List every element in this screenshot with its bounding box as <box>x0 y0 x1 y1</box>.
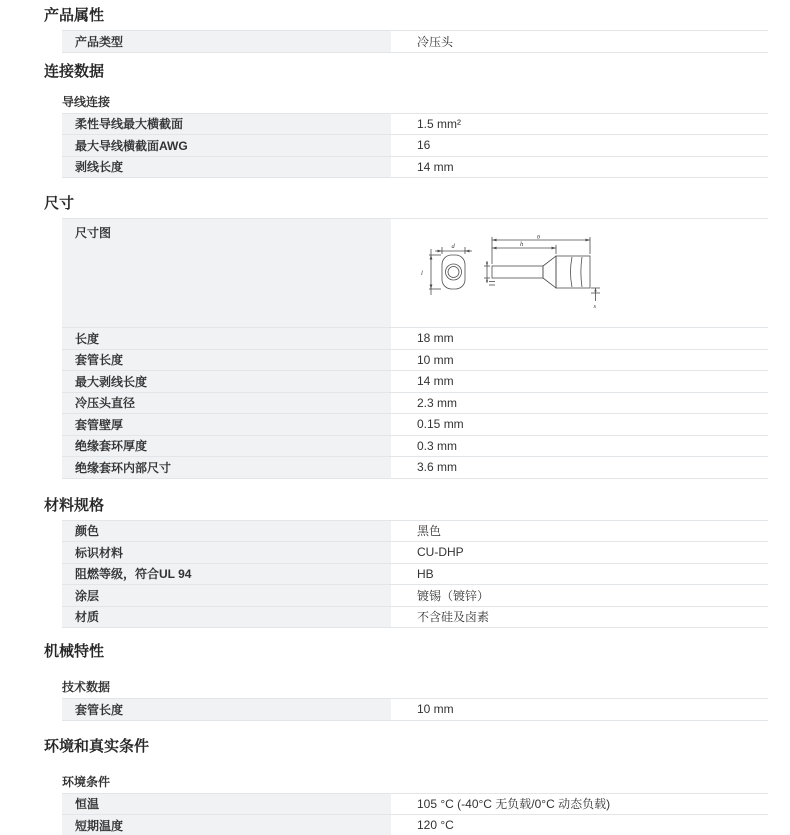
table-row <box>62 31 768 53</box>
row-value: CU-DHP <box>391 542 768 563</box>
table-row <box>62 371 768 393</box>
table-row <box>62 607 768 629</box>
row-label: 冷压头直径 <box>62 393 391 414</box>
row-label: 柔性导线最大横截面 <box>62 114 391 135</box>
spec-table-product-attributes <box>62 30 768 53</box>
row-value: 10 mm <box>391 699 768 720</box>
row-value: 14 mm <box>391 371 768 392</box>
table-row <box>62 542 768 564</box>
table-row <box>62 699 768 721</box>
table-row <box>62 350 768 372</box>
dim-label-s: s <box>593 303 597 310</box>
table-row <box>62 114 768 136</box>
row-label: 材质 <box>62 607 391 628</box>
section-title-product-attributes: 产品属性 <box>44 7 105 24</box>
row-label: 长度 <box>62 328 391 349</box>
row-label: 最大剥线长度 <box>62 371 391 392</box>
row-value: HB <box>391 564 768 585</box>
row-label: 颜色 <box>62 521 391 542</box>
row-value: 10 mm <box>391 350 768 371</box>
spec-table-wire-connection <box>62 113 768 179</box>
row-value: 1.5 mm² <box>391 114 768 135</box>
row-label: 剥线长度 <box>62 157 391 178</box>
subsection-title-ambient-conditions: 环境条件 <box>62 774 111 789</box>
row-value: 14 mm <box>391 157 768 178</box>
spec-table-technical-data <box>62 698 768 721</box>
row-value: 2.3 mm <box>391 393 768 414</box>
row-label: 涂层 <box>62 585 391 606</box>
subsection-title-wire-connection: 导线连接 <box>62 94 111 109</box>
table-row <box>62 457 768 479</box>
table-row <box>62 815 768 835</box>
table-row-diagram <box>62 219 768 328</box>
table-row <box>62 135 768 157</box>
table-row <box>62 521 768 543</box>
diagram-cell <box>391 219 768 327</box>
row-value: 18 mm <box>391 328 768 349</box>
spec-table-dimensions <box>62 218 768 479</box>
table-row <box>62 414 768 436</box>
subsection-title-technical-data: 技术数据 <box>62 680 111 694</box>
table-row <box>62 585 768 607</box>
row-label: 产品类型 <box>62 31 391 52</box>
row-label: 套管长度 <box>62 699 391 720</box>
row-label: 绝缘套环厚度 <box>62 436 391 457</box>
section-title-dimensions: 尺寸 <box>44 195 75 212</box>
row-value: 0.3 mm <box>391 436 768 457</box>
row-value: 冷压头 <box>391 31 768 52</box>
row-value: 不含硅及卤素 <box>391 607 768 628</box>
table-row <box>62 564 768 586</box>
row-label: 阻燃等级，符合UL 94 <box>62 564 391 585</box>
section-title-environmental-conditions: 环境和真实条件 <box>44 737 150 755</box>
row-label: 标识材料 <box>62 542 391 563</box>
row-value: 3.6 mm <box>391 457 768 478</box>
row-value: 0.15 mm <box>391 414 768 435</box>
row-label: 绝缘套环内部尺寸 <box>62 457 391 478</box>
row-label: 尺寸图 <box>62 219 391 327</box>
row-value: 黑色 <box>391 521 768 542</box>
dimension-diagram <box>419 235 623 315</box>
table-row <box>62 328 768 350</box>
row-value: 120 °C <box>391 815 768 835</box>
spec-table-material-specs <box>62 520 768 629</box>
section-title-material-specs: 材料规格 <box>44 496 105 514</box>
row-label: 恒温 <box>62 794 391 815</box>
dim-label-b: b <box>537 235 541 241</box>
row-label: 最大导线横截面AWG <box>62 135 391 156</box>
table-row <box>62 157 768 179</box>
row-value: 16 <box>391 135 768 156</box>
row-value: 镀锡（镀锌） <box>391 585 768 606</box>
section-title-mechanical-properties: 机械特性 <box>44 643 105 660</box>
row-label: 套管壁厚 <box>62 414 391 435</box>
section-title-connection-data: 连接数据 <box>44 62 105 80</box>
row-label: 短期温度 <box>62 815 391 835</box>
dim-label-d: d <box>451 243 455 250</box>
dim-label-l: l <box>421 270 423 277</box>
table-row <box>62 393 768 415</box>
table-row <box>62 436 768 458</box>
dim-label-h: h <box>520 241 524 248</box>
row-value: 105 °C (-40°C 无负载/0°C 动态负载) <box>391 794 768 815</box>
row-label: 套管长度 <box>62 350 391 371</box>
spec-table-ambient-conditions <box>62 793 768 835</box>
table-row <box>62 794 768 816</box>
